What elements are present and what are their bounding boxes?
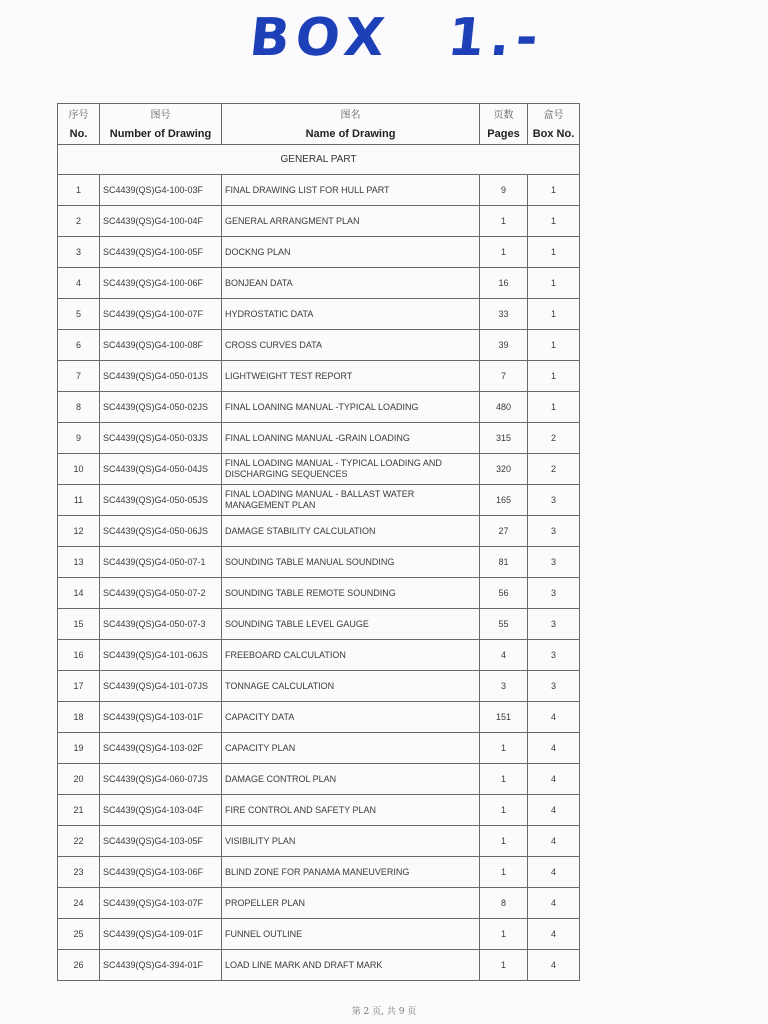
- drawing-number: SC4439(QS)G4-109-01F: [100, 919, 222, 950]
- row-number: 6: [58, 330, 100, 361]
- page-count: 27: [480, 516, 528, 547]
- header-en-drawing: Number of Drawing: [100, 123, 222, 145]
- row-number: 20: [58, 764, 100, 795]
- header-cn-drawing: 图号: [100, 104, 222, 124]
- table-row: [58, 454, 580, 485]
- row-number: 19: [58, 733, 100, 764]
- drawing-name: FIRE CONTROL AND SAFETY PLAN: [222, 795, 480, 826]
- drawing-name: DAMAGE STABILITY CALCULATION: [222, 516, 480, 547]
- page-count: 1: [480, 950, 528, 981]
- page-count: 151: [480, 702, 528, 733]
- box-number: 1: [528, 268, 580, 299]
- drawing-name: FINAL LOANING MANUAL -GRAIN LOADING: [222, 423, 480, 454]
- box-number: 4: [528, 764, 580, 795]
- header-cn-pages: 页数: [480, 104, 528, 124]
- page-count: 1: [480, 206, 528, 237]
- drawing-number: SC4439(QS)G4-103-01F: [100, 702, 222, 733]
- section-row: [58, 145, 580, 175]
- page-count: 39: [480, 330, 528, 361]
- drawing-number: SC4439(QS)G4-100-03F: [100, 175, 222, 206]
- header-en-name: Name of Drawing: [222, 123, 480, 145]
- page-count: 1: [480, 826, 528, 857]
- page-count: 1: [480, 857, 528, 888]
- drawing-number: SC4439(QS)G4-100-05F: [100, 237, 222, 268]
- drawing-number: SC4439(QS)G4-050-04JS: [100, 454, 222, 485]
- drawing-name: CROSS CURVES DATA: [222, 330, 480, 361]
- page-count: 7: [480, 361, 528, 392]
- header-row-english: [58, 123, 580, 145]
- box-number: 4: [528, 702, 580, 733]
- drawing-name: SOUNDING TABLE MANUAL SOUNDING: [222, 547, 480, 578]
- box-number: 3: [528, 516, 580, 547]
- header-en-pages: Pages: [480, 123, 528, 145]
- box-label-text: BOX: [246, 8, 394, 68]
- drawing-name: LIGHTWEIGHT TEST REPORT: [222, 361, 480, 392]
- page-count: 3: [480, 671, 528, 702]
- box-number: 1: [528, 299, 580, 330]
- page-count: 1: [480, 237, 528, 268]
- row-number: 18: [58, 702, 100, 733]
- table-row: [58, 423, 580, 454]
- box-number: 3: [528, 609, 580, 640]
- row-number: 23: [58, 857, 100, 888]
- drawing-number: SC4439(QS)G4-050-06JS: [100, 516, 222, 547]
- box-number: 4: [528, 795, 580, 826]
- drawing-number: SC4439(QS)G4-050-07-2: [100, 578, 222, 609]
- section-title: GENERAL PART: [58, 145, 580, 175]
- page-count: 81: [480, 547, 528, 578]
- table-row: [58, 826, 580, 857]
- drawing-number: SC4439(QS)G4-060-07JS: [100, 764, 222, 795]
- drawing-name: SOUNDING TABLE REMOTE SOUNDING: [222, 578, 480, 609]
- table-row: [58, 795, 580, 826]
- box-number: 3: [528, 671, 580, 702]
- header-cn-box: 盒号: [528, 104, 580, 124]
- row-number: 17: [58, 671, 100, 702]
- row-number: 1: [58, 175, 100, 206]
- box-number: 3: [528, 578, 580, 609]
- page-count: 165: [480, 485, 528, 516]
- drawing-name: DOCKNG PLAN: [222, 237, 480, 268]
- table-row: [58, 299, 580, 330]
- drawing-number: SC4439(QS)G4-050-07-3: [100, 609, 222, 640]
- table-row: [58, 485, 580, 516]
- drawing-number: SC4439(QS)G4-050-05JS: [100, 485, 222, 516]
- drawing-name: FINAL LOADING MANUAL - BALLAST WATER MANAGEMENT PLAN: [222, 485, 480, 516]
- box-number: 4: [528, 826, 580, 857]
- row-number: 3: [58, 237, 100, 268]
- drawing-name: GENERAL ARRANGMENT PLAN: [222, 206, 480, 237]
- page-count: 33: [480, 299, 528, 330]
- row-number: 24: [58, 888, 100, 919]
- table-row: [58, 237, 580, 268]
- table-row: [58, 330, 580, 361]
- drawing-number: SC4439(QS)G4-103-07F: [100, 888, 222, 919]
- table-row: [58, 175, 580, 206]
- box-number: 4: [528, 857, 580, 888]
- drawing-number: SC4439(QS)G4-050-02JS: [100, 392, 222, 423]
- header-en-box: Box No.: [528, 123, 580, 145]
- drawing-number: SC4439(QS)G4-100-04F: [100, 206, 222, 237]
- row-number: 5: [58, 299, 100, 330]
- page-count: 480: [480, 392, 528, 423]
- table-row: [58, 950, 580, 981]
- row-number: 26: [58, 950, 100, 981]
- table-row: [58, 733, 580, 764]
- drawing-name: BONJEAN DATA: [222, 268, 480, 299]
- drawing-name: FUNNEL OUTLINE: [222, 919, 480, 950]
- box-number: 1: [528, 175, 580, 206]
- row-number: 15: [58, 609, 100, 640]
- table-row: [58, 640, 580, 671]
- box-number: 1: [528, 330, 580, 361]
- drawing-name: CAPACITY PLAN: [222, 733, 480, 764]
- box-number: 2: [528, 454, 580, 485]
- box-number: 3: [528, 485, 580, 516]
- page-count: 1: [480, 795, 528, 826]
- box-number: 3: [528, 547, 580, 578]
- row-number: 13: [58, 547, 100, 578]
- handwritten-box-label: [247, 8, 547, 68]
- page-count: 1: [480, 733, 528, 764]
- header-cn-no: 序号: [58, 104, 100, 124]
- drawing-name: SOUNDING TABLE LEVEL GAUGE: [222, 609, 480, 640]
- table-row: [58, 206, 580, 237]
- table-row: [58, 857, 580, 888]
- page-count: 1: [480, 764, 528, 795]
- drawing-number: SC4439(QS)G4-103-05F: [100, 826, 222, 857]
- table-row: [58, 888, 580, 919]
- row-number: 22: [58, 826, 100, 857]
- drawing-number: SC4439(QS)G4-103-06F: [100, 857, 222, 888]
- row-number: 14: [58, 578, 100, 609]
- row-number: 2: [58, 206, 100, 237]
- drawing-name: PROPELLER PLAN: [222, 888, 480, 919]
- drawing-number: SC4439(QS)G4-394-01F: [100, 950, 222, 981]
- drawing-number: SC4439(QS)G4-103-02F: [100, 733, 222, 764]
- box-number: 1: [528, 206, 580, 237]
- row-number: 10: [58, 454, 100, 485]
- drawing-name: FINAL LOADING MANUAL - TYPICAL LOADING AND DISCHARGING SEQUENCES: [222, 454, 480, 485]
- drawing-name: TONNAGE CALCULATION: [222, 671, 480, 702]
- box-number: 4: [528, 919, 580, 950]
- drawing-number: SC4439(QS)G4-101-06JS: [100, 640, 222, 671]
- drawing-number: SC4439(QS)G4-100-08F: [100, 330, 222, 361]
- row-number: 21: [58, 795, 100, 826]
- table-row: [58, 268, 580, 299]
- drawing-number: SC4439(QS)G4-050-07-1: [100, 547, 222, 578]
- box-number: 3: [528, 640, 580, 671]
- page-count: 55: [480, 609, 528, 640]
- drawing-name: FINAL LOANING MANUAL -TYPICAL LOADING: [222, 392, 480, 423]
- table-row: [58, 702, 580, 733]
- table-row: [58, 547, 580, 578]
- drawing-name: FREEBOARD CALCULATION: [222, 640, 480, 671]
- drawing-name: DAMAGE CONTROL PLAN: [222, 764, 480, 795]
- row-number: 4: [58, 268, 100, 299]
- table-row: [58, 764, 580, 795]
- page-count: 8: [480, 888, 528, 919]
- table-row: [58, 609, 580, 640]
- drawing-name: HYDROSTATIC DATA: [222, 299, 480, 330]
- header-en-no: No.: [58, 123, 100, 145]
- page-count: 320: [480, 454, 528, 485]
- page-count: 56: [480, 578, 528, 609]
- drawing-number: SC4439(QS)G4-101-07JS: [100, 671, 222, 702]
- drawing-number: SC4439(QS)G4-103-04F: [100, 795, 222, 826]
- drawing-number: SC4439(QS)G4-100-07F: [100, 299, 222, 330]
- table-row: [58, 919, 580, 950]
- table-row: [58, 516, 580, 547]
- page-count: 4: [480, 640, 528, 671]
- page-footer: 第 2 页, 共 9 页: [351, 1007, 417, 1017]
- drawing-name: VISIBILITY PLAN: [222, 826, 480, 857]
- box-number: 2: [528, 423, 580, 454]
- table-row: [58, 361, 580, 392]
- drawing-number: SC4439(QS)G4-050-01JS: [100, 361, 222, 392]
- box-number: 4: [528, 950, 580, 981]
- row-number: 11: [58, 485, 100, 516]
- drawing-name: LOAD LINE MARK AND DRAFT MARK: [222, 950, 480, 981]
- row-number: 7: [58, 361, 100, 392]
- box-number-text: 1.-: [444, 8, 547, 68]
- page-count: 315: [480, 423, 528, 454]
- table-row: [58, 578, 580, 609]
- drawing-name: CAPACITY DATA: [222, 702, 480, 733]
- page-count: 1: [480, 919, 528, 950]
- drawing-name: FINAL DRAWING LIST FOR HULL PART: [222, 175, 480, 206]
- drawing-number: SC4439(QS)G4-050-03JS: [100, 423, 222, 454]
- drawing-list-table: [57, 103, 580, 981]
- row-number: 12: [58, 516, 100, 547]
- box-number: 1: [528, 361, 580, 392]
- table-row: [58, 671, 580, 702]
- row-number: 8: [58, 392, 100, 423]
- header-row-chinese: [58, 104, 580, 124]
- row-number: 25: [58, 919, 100, 950]
- table-row: [58, 392, 580, 423]
- box-number: 4: [528, 888, 580, 919]
- box-number: 1: [528, 392, 580, 423]
- page-count: 16: [480, 268, 528, 299]
- drawing-number: SC4439(QS)G4-100-06F: [100, 268, 222, 299]
- page-count: 9: [480, 175, 528, 206]
- row-number: 9: [58, 423, 100, 454]
- box-number: 4: [528, 733, 580, 764]
- header-cn-name: 图名: [222, 104, 480, 124]
- box-number: 1: [528, 237, 580, 268]
- row-number: 16: [58, 640, 100, 671]
- drawing-name: BLIND ZONE FOR PANAMA MANEUVERING: [222, 857, 480, 888]
